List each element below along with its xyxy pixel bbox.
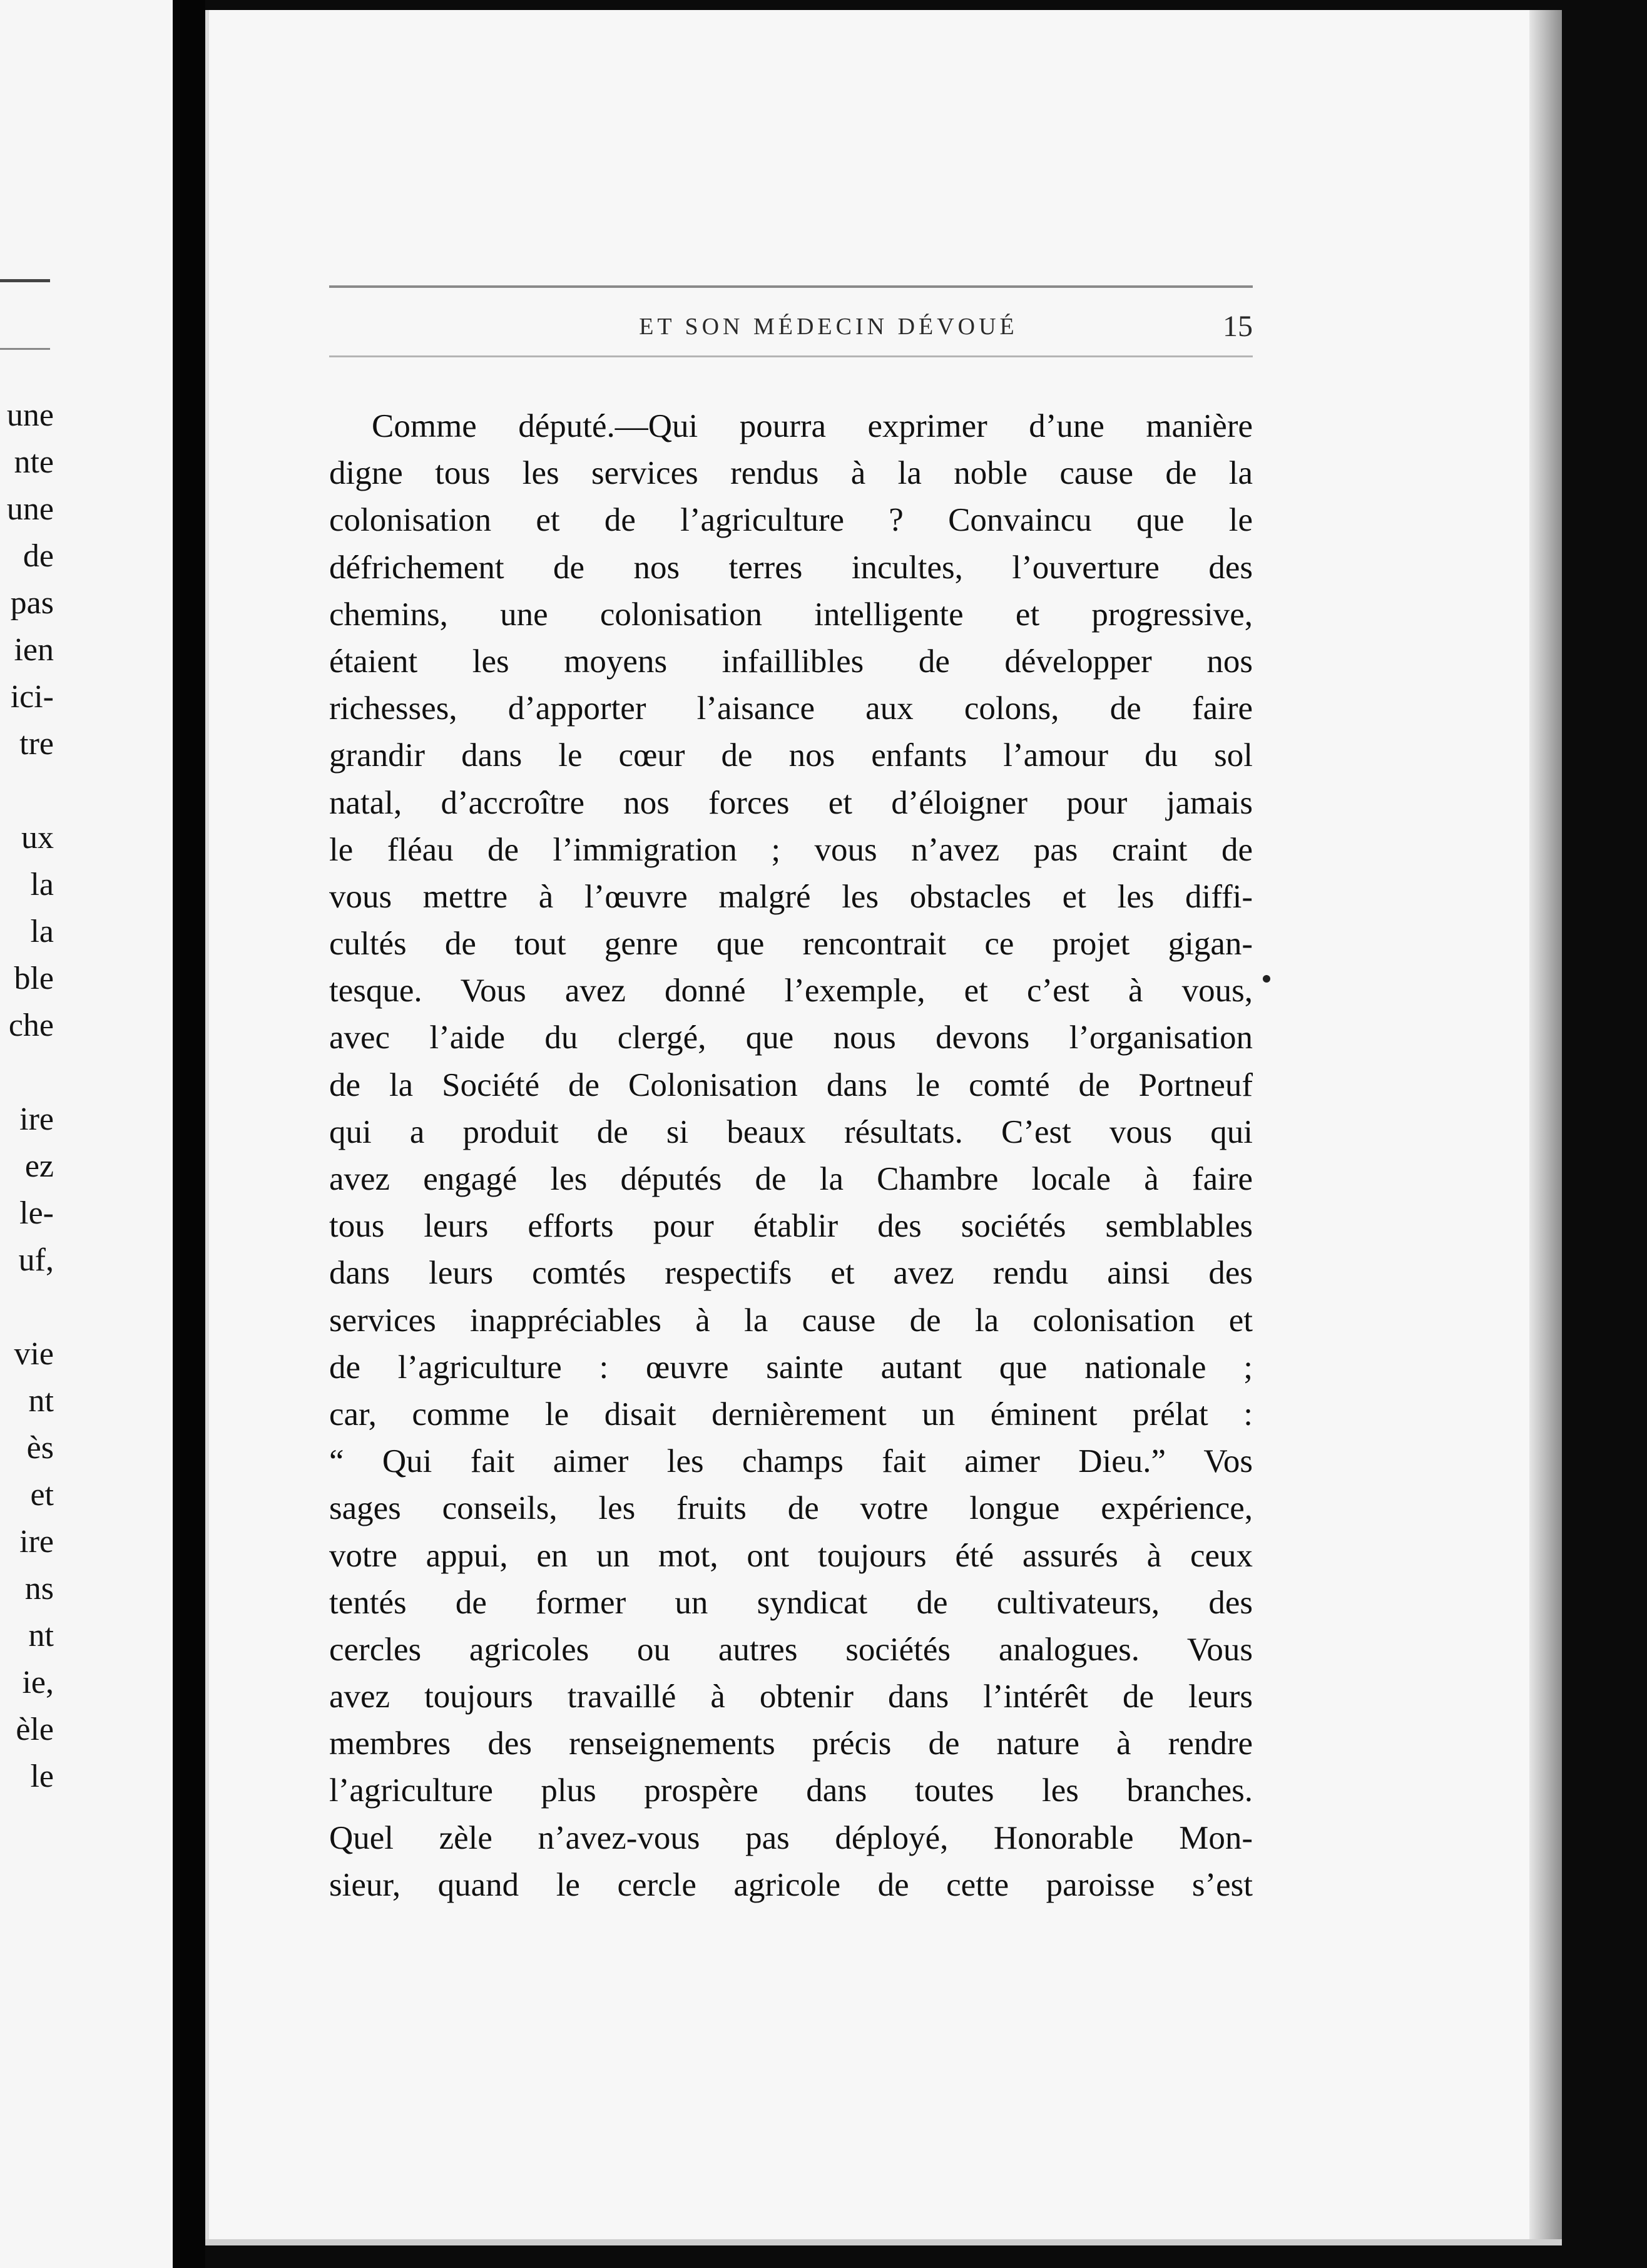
text-line: “ Qui fait aimer les champs fait aimer Dieu.” Vos xyxy=(329,1443,1253,1480)
text-line: tentés de former un syndicat de cultivateurs, des xyxy=(329,1584,1253,1621)
text-line: avec l’aide du clergé, que nous devons l’organisation xyxy=(329,1019,1253,1056)
text-line: digne tous les services rendus à la noble cause de la xyxy=(329,455,1253,492)
text-line: Comme député.—Qui pourra exprimer d’une manière xyxy=(372,408,1253,444)
text-line: grandir dans le cœur de nos enfants l’amour du sol xyxy=(329,737,1253,774)
header-row xyxy=(329,309,1253,347)
text-line: avez toujours travaillé à obtenir dans l’intérêt de leurs xyxy=(329,1678,1253,1715)
page-outer-edge-shadow xyxy=(1529,10,1562,2245)
previous-page-fragment: pas xyxy=(10,585,54,621)
page-number: 15 xyxy=(1223,310,1253,343)
previous-page-gap xyxy=(0,1049,173,1096)
header-rule-bottom xyxy=(329,355,1253,357)
book-gutter xyxy=(173,0,205,2268)
previous-page-fragment: le- xyxy=(19,1195,54,1231)
previous-page-header-rule xyxy=(0,279,50,282)
previous-page-fragment: ès xyxy=(26,1430,54,1466)
text-line: services inappréciables à la cause de la colonisation et xyxy=(329,1302,1253,1339)
previous-page-fragment: le xyxy=(30,1759,54,1794)
previous-page-fragment: ble xyxy=(14,961,54,996)
previous-page-fragment: ire xyxy=(19,1524,54,1560)
previous-page-fragment: che xyxy=(8,1008,54,1043)
previous-page-fragment: ns xyxy=(24,1571,54,1606)
previous-page-fragment: nt xyxy=(28,1383,54,1419)
text-line: étaient les moyens infaillibles de développer nos xyxy=(329,643,1253,680)
previous-page-text-fragments xyxy=(0,392,173,1800)
text-line: Quel zèle n’avez-vous pas déployé, Honorable Mon- xyxy=(329,1819,1253,1856)
text-line: membres des renseignements précis de nature à rendre xyxy=(329,1725,1253,1762)
text-line: qui a produit de si beaux résultats. C’est vous qui xyxy=(329,1113,1253,1150)
page-header xyxy=(329,285,1253,357)
previous-page-fragment: ie, xyxy=(22,1665,54,1700)
text-line: cercles agricoles ou autres sociétés analogues. Vous xyxy=(329,1631,1253,1668)
previous-page-fragment: ux xyxy=(21,820,54,856)
previous-page-fragment: tre xyxy=(19,726,54,762)
header-rule-top xyxy=(329,285,1253,288)
previous-page-fragment: de xyxy=(23,538,54,574)
previous-page-fragment: la xyxy=(30,914,54,949)
text-line: le fléau de l’immigration ; vous n’avez pas craint de xyxy=(329,831,1253,868)
previous-page-fragment: une xyxy=(6,397,54,433)
body-text xyxy=(329,403,1253,1909)
previous-page-gap xyxy=(0,1284,173,1331)
text-line: richesses, d’apporter l’aisance aux colons, de faire xyxy=(329,690,1253,727)
text-line: vous mettre à l’œuvre malgré les obstacles et les diffi- xyxy=(329,878,1253,915)
text-line: cultés de tout genre que rencontrait ce projet gigan- xyxy=(329,926,1253,963)
current-page xyxy=(205,10,1562,2245)
previous-page-fragment: et xyxy=(30,1477,54,1513)
previous-page-header-rule-bottom xyxy=(0,348,50,350)
previous-page-gap xyxy=(0,767,173,814)
previous-page-fragment: ien xyxy=(14,632,54,668)
text-line: avez engagé les députés de la Chambre locale à faire xyxy=(329,1161,1253,1197)
text-line: sieur, quand le cercle agricole de cette paroisse s’est xyxy=(329,1866,1253,1903)
text-line: natal, d’accroître nos forces et d’éloigner pour jamais xyxy=(329,784,1253,821)
text-line: l’agriculture plus prospère dans toutes les branches. xyxy=(329,1772,1253,1809)
text-line: chemins, une colonisation intelligente et progressive, xyxy=(329,596,1253,633)
page-bottom-edge xyxy=(205,2239,1562,2245)
text-line: tous leurs efforts pour établir des sociétés semblables xyxy=(329,1208,1253,1245)
text-line: dans leurs comtés respectifs et avez rendu ainsi des xyxy=(329,1255,1253,1292)
running-head: ET SON MÉDECIN DÉVOUÉ xyxy=(639,314,1018,340)
previous-page-fragment: nt xyxy=(28,1618,54,1653)
text-line: colonisation et de l’agriculture ? Convaincu que le xyxy=(329,502,1253,539)
previous-page-edge xyxy=(0,0,173,2268)
previous-page-fragment: èle xyxy=(16,1712,54,1747)
previous-page-fragment: vie xyxy=(14,1336,54,1372)
text-line: défrichement de nos terres incultes, l’ouverture des xyxy=(329,549,1253,586)
page-inner-edge xyxy=(205,10,209,2245)
text-line: car, comme le disait dernièrement un éminent prélat : xyxy=(329,1396,1253,1433)
previous-page-fragment: ire xyxy=(19,1101,54,1137)
previous-page-fragment: nte xyxy=(14,444,54,480)
text-line: tesque. Vous avez donné l’exemple, et c’est à vous, xyxy=(329,973,1253,1009)
previous-page-fragment: ez xyxy=(24,1148,54,1184)
text-line: de l’agriculture : œuvre sainte autant que nationale ; xyxy=(329,1349,1253,1386)
stray-ink-mark xyxy=(1263,975,1270,983)
text-line: sages conseils, les fruits de votre longue expérience, xyxy=(329,1490,1253,1527)
previous-page-fragment: uf, xyxy=(18,1242,54,1278)
previous-page-fragment: une xyxy=(6,491,54,527)
previous-page-fragment: la xyxy=(30,867,54,902)
previous-page-fragment: ici- xyxy=(10,679,54,715)
text-line: votre appui, en un mot, ont toujours été assurés à ceux xyxy=(329,1537,1253,1574)
text-line: de la Société de Colonisation dans le comté de Portneuf xyxy=(329,1066,1253,1103)
